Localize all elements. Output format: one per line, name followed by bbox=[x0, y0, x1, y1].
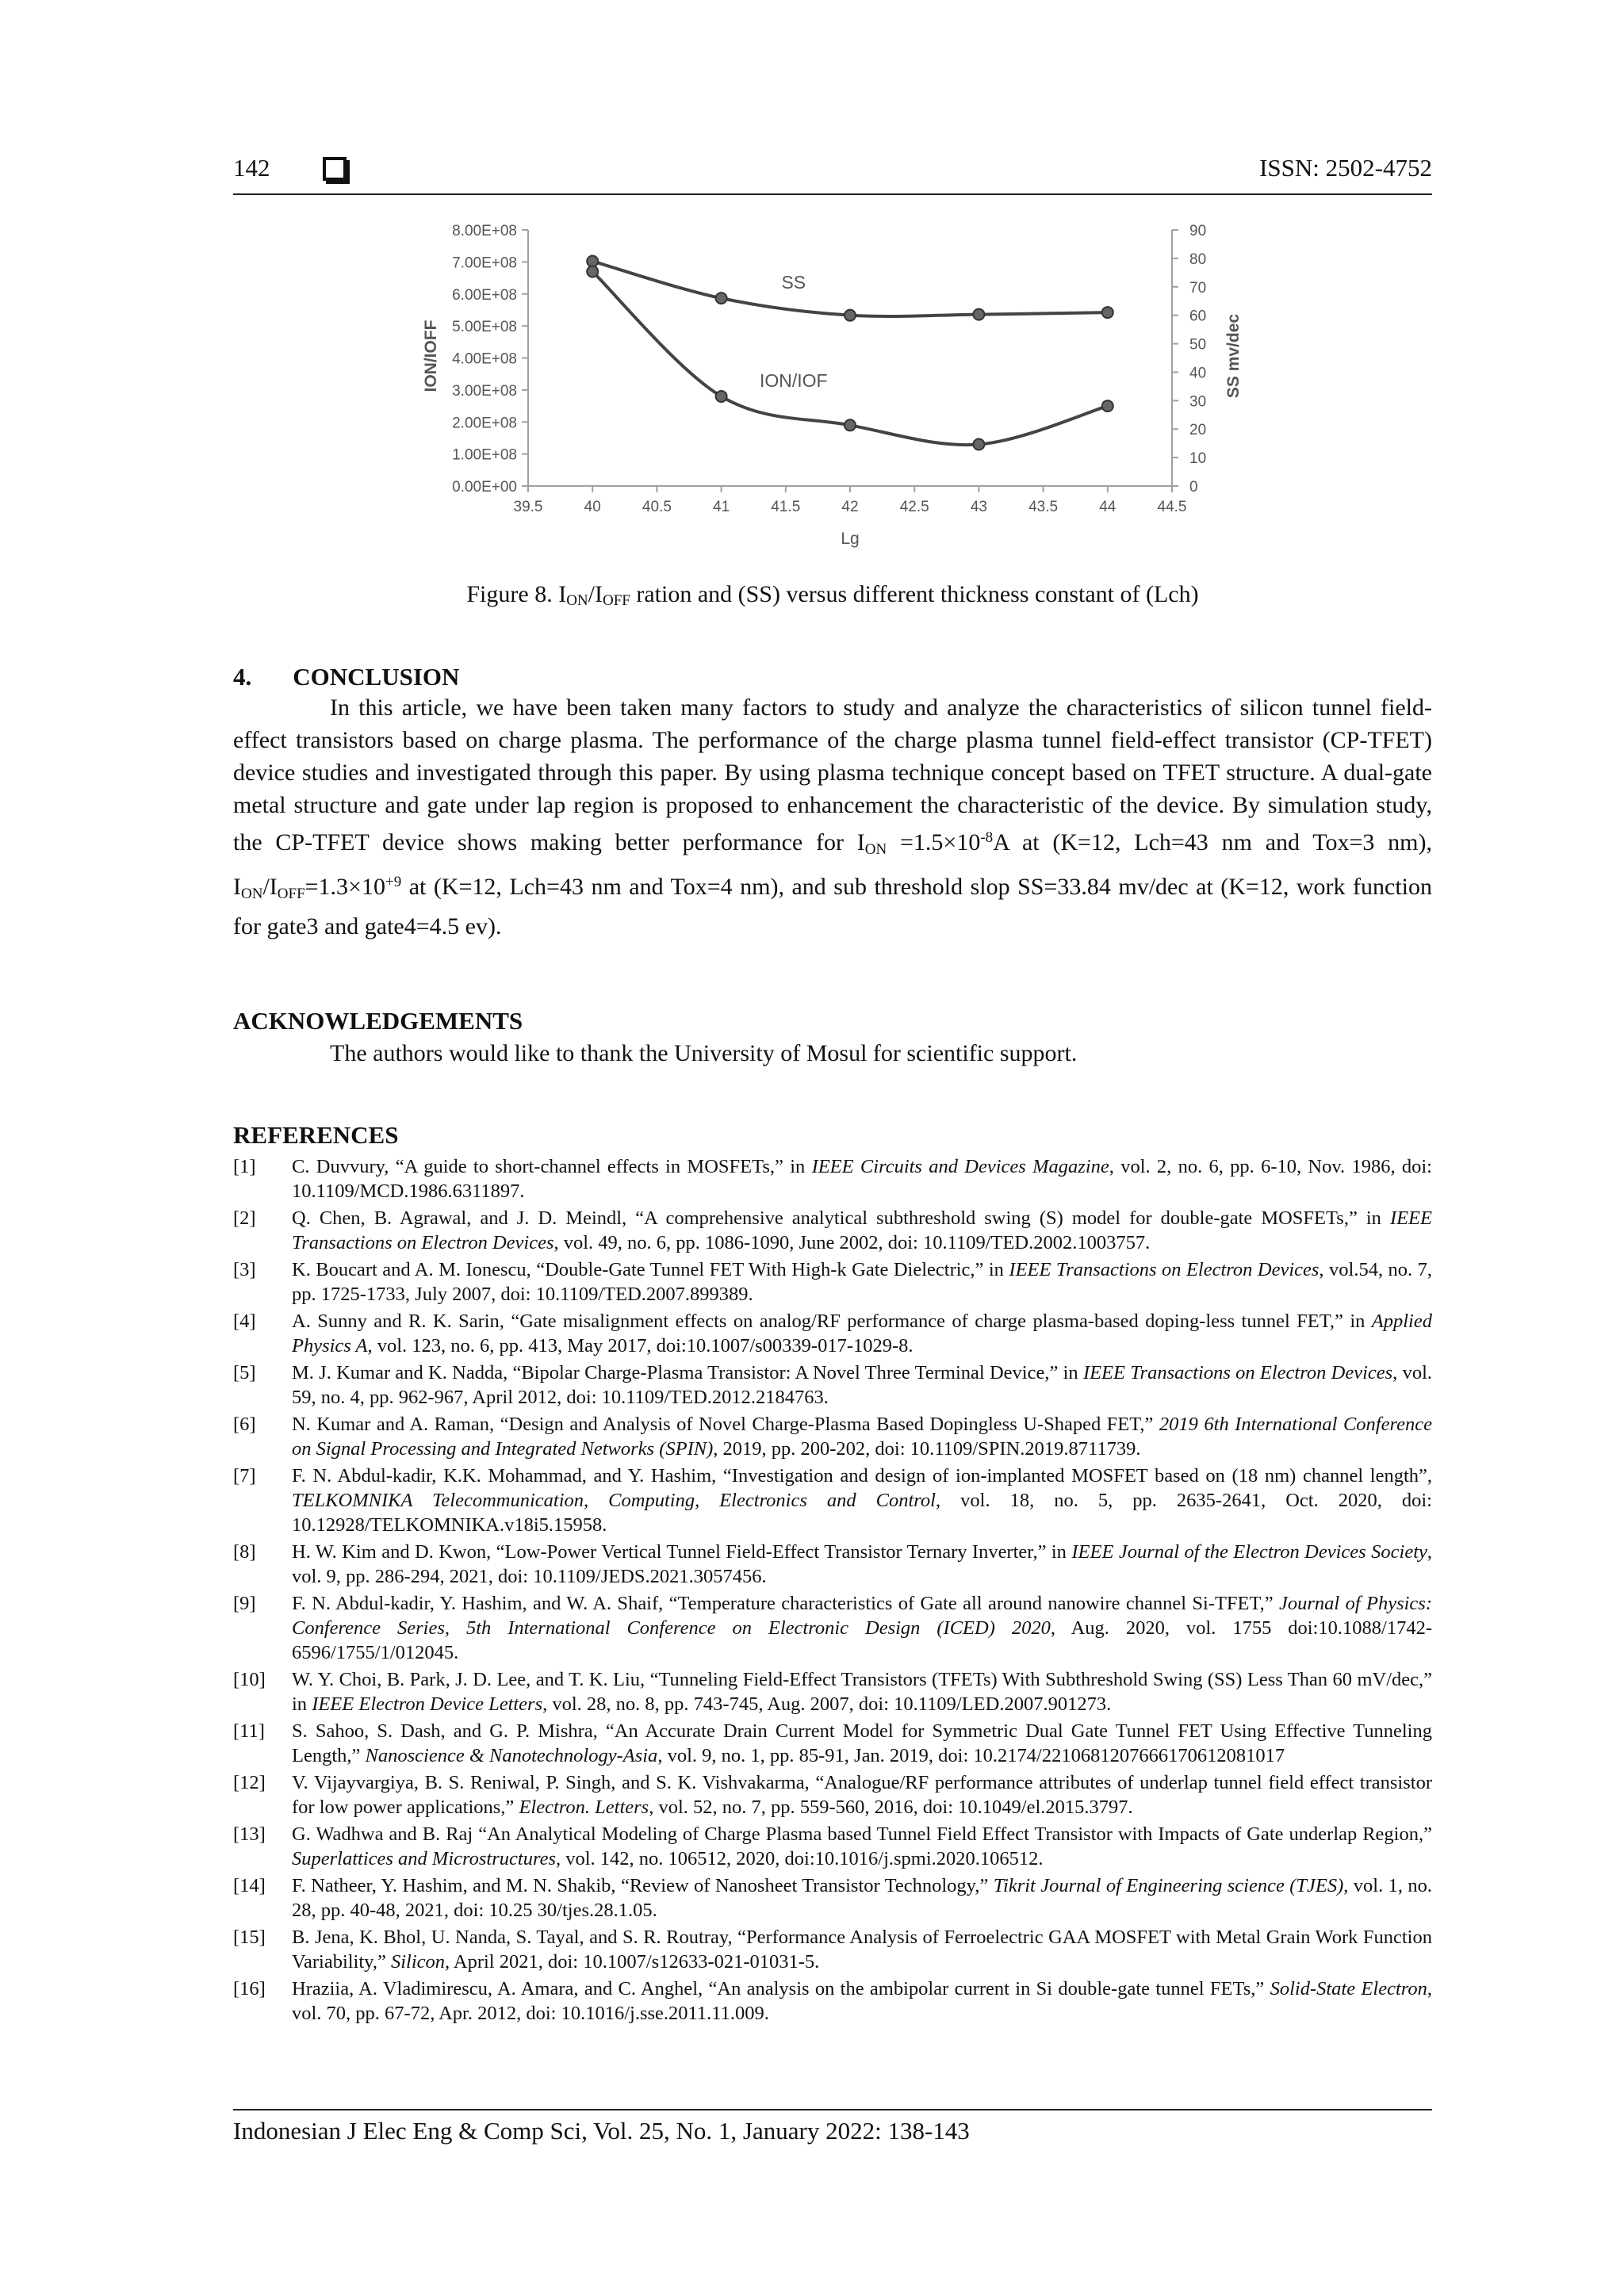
right-tick-label: 30 bbox=[1189, 393, 1207, 411]
reference-text: Q. Chen, B. Agrawal, and J. D. Meindl, “A comprehensive analytical subthreshold swing (S) model for double-gate MOSFETs,” in bbox=[292, 1207, 1390, 1229]
reference-venue: IEEE Transactions on Electron Devices bbox=[1082, 1362, 1393, 1383]
reference-venue: Silicon bbox=[390, 1951, 445, 1973]
data-point bbox=[845, 310, 856, 321]
reference-number: [8] bbox=[233, 1541, 256, 1563]
reference-details: , Aug. 2020, vol. 1755 doi:10.1088/1742-6596/1755/1/012045. bbox=[292, 1617, 1432, 1663]
reference-item bbox=[233, 1667, 1432, 1716]
series-label: ION/IOF bbox=[759, 369, 828, 391]
ion-ioff-ss-chart bbox=[373, 211, 1243, 560]
x-tick-label: 41.5 bbox=[771, 499, 801, 515]
right-tick-label: 10 bbox=[1189, 450, 1207, 468]
x-tick-label: 44 bbox=[1099, 499, 1116, 515]
reference-text: H. W. Kim and D. Kwon, “Low-Power Vertical Tunnel Field-Effect Transistor Ternary Inverter,” in bbox=[292, 1541, 1072, 1563]
reference-venue: Superlattices and Microstructures bbox=[292, 1848, 556, 1869]
x-tick-label: 41 bbox=[713, 499, 730, 515]
reference-details: , vol. 59, no. 4, pp. 962-967, April 2012, doi: 10.1109/TED.2012.2184763. bbox=[292, 1362, 1432, 1408]
reference-number: [12] bbox=[233, 1772, 266, 1793]
reference-number: [7] bbox=[233, 1465, 256, 1487]
x-axis-label: Lg bbox=[841, 530, 860, 548]
square-bullet-icon bbox=[323, 157, 347, 181]
reference-item bbox=[233, 1822, 1432, 1871]
right-tick-label: 90 bbox=[1189, 223, 1207, 239]
chart-axes bbox=[528, 230, 1172, 486]
data-point bbox=[845, 419, 856, 430]
reference-details: , vol. 70, pp. 67-72, Apr. 2012, doi: 10.1016/j.sse.2011.11.009. bbox=[292, 1978, 1432, 2024]
reference-number: [14] bbox=[233, 1875, 266, 1896]
series-line-ss bbox=[592, 261, 1108, 316]
reference-details: , vol. 9, no. 1, pp. 85-91, Jan. 2019, doi: 10.2174/2210681207666170612081017 bbox=[657, 1745, 1285, 1766]
reference-details: , vol. 28, no. 8, pp. 743-745, Aug. 2007, doi: 10.1109/LED.2007.901273. bbox=[542, 1693, 1112, 1715]
data-point bbox=[1102, 400, 1113, 411]
data-point bbox=[973, 439, 984, 450]
reference-text: B. Jena, K. Bhol, U. Nanda, S. Tayal, and S. R. Routray, “Performance Analysis of Ferroelectric GAA MOSFET with Metal Grain Work Function Variability,” bbox=[292, 1927, 1432, 1973]
x-tick-label: 39.5 bbox=[513, 499, 543, 515]
left-tick-label: 5.00E+08 bbox=[452, 319, 517, 336]
reference-text: F. N. Abdul-kadir, Y. Hashim, and W. A. Shaif, “Temperature characteristics of Gate all around nanowire channel Si-TFET,” bbox=[292, 1593, 1280, 1614]
reference-venue: IEEE Electron Device Letters bbox=[312, 1693, 543, 1715]
data-point bbox=[973, 309, 984, 320]
reference-number: [4] bbox=[233, 1311, 256, 1332]
right-tick-label: 40 bbox=[1189, 365, 1207, 382]
reference-text: F. N. Abdul-kadir, K.K. Mohammad, and Y. Hashim, “Investigation and design of ion-implanted MOSFET based on (18 nm) channel length”, bbox=[292, 1465, 1432, 1487]
reference-venue: Applied Physics A bbox=[292, 1311, 1432, 1357]
reference-details: , vol. 1, no. 28, pp. 40-48, 2021, doi: 10.25 30/tjes.28.1.05. bbox=[292, 1875, 1433, 1921]
right-tick-label: 50 bbox=[1189, 336, 1207, 354]
right-tick-label: 70 bbox=[1189, 279, 1207, 297]
reference-item bbox=[233, 1770, 1432, 1820]
reference-text: Hraziia, A. Vladimirescu, A. Amara, and C. Anghel, “An analysis on the ambipolar current in Si double-gate tunnel FETs,” bbox=[292, 1978, 1270, 1999]
reference-item bbox=[233, 1257, 1432, 1307]
figure-caption: Figure 8. $I_{ON}/I_{OFF}$ ration and (SS) versus different thickness constant of (Lch) bbox=[466, 581, 1199, 609]
reference-venue: TELKOMNIKA Telecommunication, Computing, Electronics and Control bbox=[292, 1490, 936, 1511]
reference-details: , vol. 49, no. 6, pp. 1086-1090, June 2002, doi: 10.1109/TED.2002.1003757. bbox=[553, 1232, 1151, 1253]
reference-item bbox=[233, 1412, 1432, 1461]
data-point bbox=[587, 255, 598, 266]
x-tick-label: 43.5 bbox=[1028, 499, 1059, 515]
reference-number: [1] bbox=[233, 1156, 256, 1177]
reference-number: [3] bbox=[233, 1259, 256, 1280]
y-axis-left-label: ION/IOFF bbox=[422, 320, 440, 392]
reference-venue: 2019 6th International Conference on Signal Processing and Integrated Networks (SPIN) bbox=[292, 1414, 1432, 1460]
reference-text: N. Kumar and A. Raman, “Design and Analysis of Novel Charge-Plasma Based Dopingless U-Shaped FET,” bbox=[292, 1414, 1159, 1435]
reference-venue: Solid-State Electron bbox=[1270, 1978, 1427, 1999]
reference-venue: IEEE Journal of the Electron Devices Society bbox=[1071, 1541, 1427, 1563]
reference-number: [11] bbox=[233, 1720, 265, 1742]
reference-item bbox=[233, 1925, 1432, 1974]
x-tick-label: 40 bbox=[584, 499, 601, 515]
data-point bbox=[716, 391, 727, 402]
reference-item bbox=[233, 1976, 1432, 2026]
reference-text: K. Boucart and A. M. Ionescu, “Double-Gate Tunnel FET With High-k Gate Dielectric,” in bbox=[292, 1259, 1009, 1280]
reference-item bbox=[233, 1464, 1432, 1537]
left-tick-label: 8.00E+08 bbox=[452, 223, 517, 239]
x-tick-label: 40.5 bbox=[642, 499, 672, 515]
reference-number: [6] bbox=[233, 1414, 256, 1435]
left-tick-label: 1.00E+08 bbox=[452, 446, 517, 464]
reference-venue: IEEE Circuits and Devices Magazine bbox=[811, 1156, 1109, 1177]
x-tick-label: 44.5 bbox=[1157, 499, 1187, 515]
x-tick-label: 42 bbox=[841, 499, 859, 515]
series-label: SS bbox=[781, 272, 806, 293]
x-axis-ticks bbox=[514, 486, 1187, 515]
reference-details: , vol.54, no. 7, pp. 1725-1733, July 2007, doi: 10.1109/TED.2007.899389. bbox=[292, 1259, 1432, 1305]
reference-item bbox=[233, 1206, 1432, 1255]
reference-venue: Tikrit Journal of Engineering science (TJES) bbox=[993, 1875, 1344, 1896]
reference-text: V. Vijayvargiya, B. S. Reniwal, P. Singh, and S. K. Vishvakarma, “Analogue/RF performance attributes of underlap tunnel field effect transistor for low power applications,” bbox=[292, 1772, 1432, 1818]
reference-details: , vol. 142, no. 106512, 2020, doi:10.1016/j.spmi.2020.106512. bbox=[555, 1848, 1044, 1869]
reference-venue: IEEE Transactions on Electron Devices bbox=[292, 1207, 1432, 1253]
reference-text: M. J. Kumar and K. Nadda, “Bipolar Charge-Plasma Transistor: A Novel Three Terminal Device,” in bbox=[292, 1362, 1083, 1383]
reference-text: A. Sunny and R. K. Sarin, “Gate misalignment effects on analog/RF performance of charge plasma-based doping-less tunnel FET,” in bbox=[292, 1311, 1372, 1332]
conclusion-paragraph: In this article, we have been taken many factors to study and analyze the characteristics of silicon tunnel field-effect transistors based on charge plasma. The performance of the charge plasma tunnel field-effect transistor (CP-TFET) device studies and investigated through this paper. By using plasma technique concept based on TFET structure. A dual-gate metal structure and gate under lap region is proposed to enhancement the characteristic of the device. By simulation study, the CP-TFET device shows making better performance for $I_{ON} =1.5\times 10^{-8}A$ at (K=12, Lch=43 nm and Tox=3 nm), $I_{ON}/I_{OFF}=1.3\times 10^{+9}$ at (K=12, Lch=43 nm and Tox=4 nm), and sub threshold slop SS=33.84 mv/dec at (K=12, work function for gate3 and gate4=4.5 ev). bbox=[233, 695, 1432, 939]
reference-item bbox=[233, 1154, 1432, 1203]
reference-item bbox=[233, 1309, 1432, 1358]
x-tick-label: 42.5 bbox=[899, 499, 929, 515]
reference-details: , vol. 9, pp. 286-294, 2021, doi: 10.1109/JEDS.2021.3057456. bbox=[292, 1541, 1432, 1587]
right-tick-label: 20 bbox=[1189, 422, 1207, 439]
right-tick-label: 60 bbox=[1189, 308, 1207, 325]
reference-text: F. Natheer, Y. Hashim, and M. N. Shakib, “Review of Nanosheet Transistor Technology,” bbox=[292, 1875, 994, 1896]
reference-text: W. Y. Choi, B. Park, J. D. Lee, and T. K. Liu, “Tunneling Field-Effect Transistors (TFETs) With Subthreshold Swing (SS) Less Than 60 mV/dec,” in bbox=[292, 1669, 1432, 1715]
left-tick-label: 2.00E+08 bbox=[452, 415, 517, 432]
reference-number: [5] bbox=[233, 1362, 256, 1383]
reference-list bbox=[233, 1154, 1432, 2028]
reference-number: [2] bbox=[233, 1207, 256, 1229]
reference-text: G. Wadhwa and B. Raj “An Analytical Modeling of Charge Plasma based Tunnel Field Effect Transistor with Impacts of Gate underlap Region,” bbox=[292, 1823, 1432, 1845]
page-header bbox=[233, 152, 1432, 195]
reference-number: [15] bbox=[233, 1927, 266, 1948]
reference-venue: Electron. Letters bbox=[519, 1797, 649, 1818]
issn-label: ISSN: 2502-4752 bbox=[1259, 154, 1432, 182]
reference-item bbox=[233, 1591, 1432, 1665]
reference-venue: Journal of Physics: Conference Series, 5th International Conference on Electronic Design (ICED) 2020 bbox=[292, 1593, 1432, 1639]
left-tick-label: 3.00E+08 bbox=[452, 382, 517, 400]
reference-venue: Nanoscience & Nanotechnology-Asia bbox=[365, 1745, 658, 1766]
y-axis-right-label: SS mv/dec bbox=[1224, 313, 1243, 399]
reference-item bbox=[233, 1873, 1432, 1923]
acknowledgements-text: The authors would like to thank the University of Mosul for scientific support. bbox=[330, 1040, 1078, 1066]
left-tick-label: 7.00E+08 bbox=[452, 254, 517, 272]
left-tick-label: 6.00E+08 bbox=[452, 286, 517, 304]
page-footer: Indonesian J Elec Eng & Comp Sci, Vol. 25, No. 1, January 2022: 138-143 bbox=[233, 2109, 1432, 2145]
x-tick-label: 43 bbox=[970, 499, 987, 515]
reference-number: [13] bbox=[233, 1823, 266, 1845]
conclusion-heading: 4. CONCLUSION bbox=[233, 663, 460, 691]
reference-details: , 2019, pp. 200-202, doi: 10.1109/SPIN.2019.8711739. bbox=[713, 1438, 1141, 1460]
reference-details: , vol. 18, no. 5, pp. 2635-2641, Oct. 2020, doi: 10.12928/TELKOMNIKA.v18i5.15958. bbox=[292, 1490, 1432, 1536]
data-point bbox=[587, 266, 598, 277]
reference-number: [9] bbox=[233, 1593, 256, 1614]
page-number: 142 bbox=[233, 154, 270, 182]
reference-text: S. Sahoo, S. Dash, and G. P. Mishra, “An Accurate Drain Current Model for Symmetric Dual Gate Tunnel FET Using Effective Tunneling Length,” bbox=[292, 1720, 1432, 1766]
right-tick-label: 80 bbox=[1189, 251, 1207, 268]
left-tick-label: 0.00E+00 bbox=[452, 479, 517, 496]
reference-details: , vol. 123, no. 6, pp. 413, May 2017, doi:10.1007/s00339-017-1029-8. bbox=[367, 1335, 914, 1357]
reference-venue: IEEE Transactions on Electron Devices bbox=[1009, 1259, 1320, 1280]
right-tick-label: 0 bbox=[1189, 479, 1198, 496]
reference-item bbox=[233, 1360, 1432, 1410]
reference-item bbox=[233, 1719, 1432, 1768]
acknowledgements-heading: ACKNOWLEDGEMENTS bbox=[233, 1007, 523, 1035]
left-tick-label: 4.00E+08 bbox=[452, 350, 517, 368]
right-axis-ticks bbox=[1172, 223, 1206, 496]
reference-details: , vol. 52, no. 7, pp. 559-560, 2016, doi: 10.1049/el.2015.3797. bbox=[649, 1797, 1133, 1818]
reference-number: [16] bbox=[233, 1978, 266, 1999]
chart-series bbox=[587, 255, 1113, 450]
data-point bbox=[716, 293, 727, 304]
data-point bbox=[1102, 307, 1113, 318]
reference-details: , April 2021, doi: 10.1007/s12633-021-01031-5. bbox=[445, 1951, 820, 1973]
left-axis-ticks bbox=[452, 223, 528, 496]
reference-number: [10] bbox=[233, 1669, 266, 1690]
figure-8 bbox=[373, 211, 1243, 560]
reference-details: , vol. 2, no. 6, pp. 6-10, Nov. 1986, doi: 10.1109/MCD.1986.6311897. bbox=[292, 1156, 1432, 1202]
references-heading: REFERENCES bbox=[233, 1121, 399, 1149]
reference-text: C. Duvvury, “A guide to short-channel effects in MOSFETs,” in bbox=[292, 1156, 812, 1177]
reference-item bbox=[233, 1540, 1432, 1589]
